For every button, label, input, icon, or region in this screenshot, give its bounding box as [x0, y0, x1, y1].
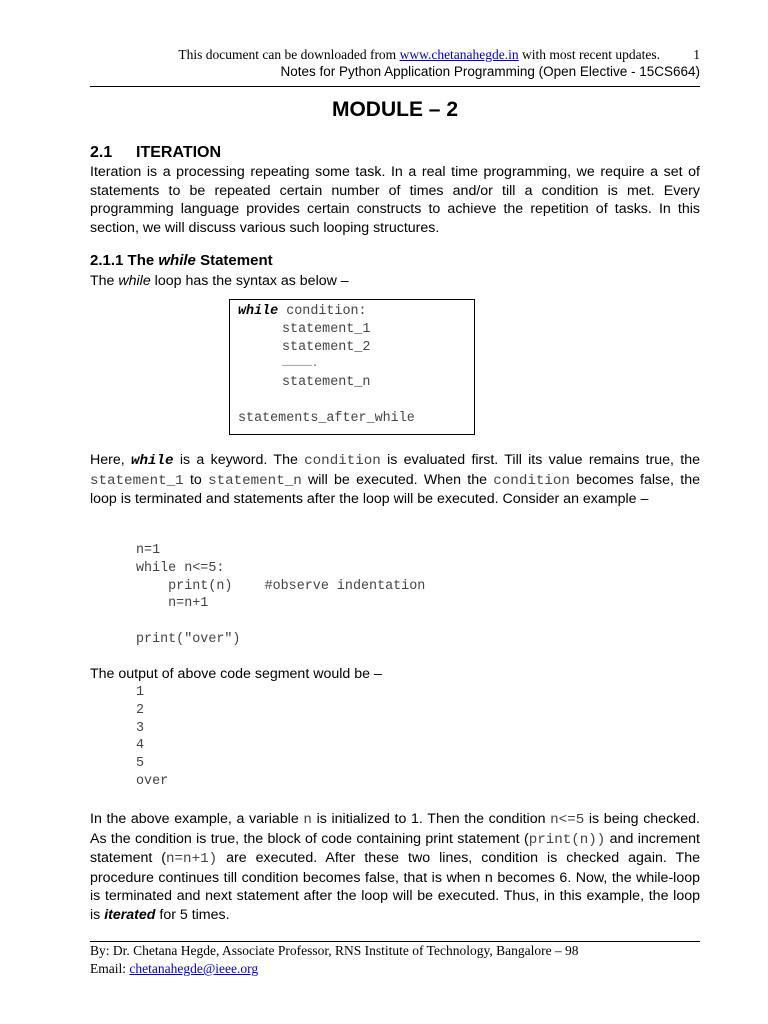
subsection-number: 2.1.1 [90, 252, 124, 269]
header-download-text: This document can be downloaded from [178, 47, 400, 62]
page-title: MODULE – 2 [331, 98, 459, 121]
syntax-after-while: statements_after_while [238, 410, 415, 426]
conclusion-variable: n [303, 812, 312, 828]
explain-while-keyword: while [131, 453, 174, 469]
conclusion-increment: n=n+1) [166, 851, 218, 867]
syntax-box [229, 299, 475, 435]
explain-t2: is a keyword. The [173, 452, 305, 468]
explain-condition: condition [304, 453, 381, 469]
syntax-line-while [238, 303, 415, 321]
explain-paragraph [90, 451, 700, 509]
code-line: n=n+1 [136, 596, 209, 612]
output-block [136, 684, 168, 791]
section-heading [90, 144, 221, 162]
header-divider [90, 86, 700, 87]
output-line: 3 [136, 720, 145, 736]
syntax-statement-1: statement_1 [282, 321, 371, 337]
conclusion-paragraph [90, 810, 700, 924]
output-line: 2 [136, 702, 145, 718]
explain-t1: Here, [90, 452, 131, 468]
header-download-line [0, 47, 700, 63]
section-title: ITERATION [136, 144, 222, 161]
output-line: over [136, 773, 169, 789]
section-number: 2.1 [90, 144, 113, 161]
explain-condition-2: condition [493, 472, 570, 489]
explain-t6: becomes false, the loop is terminated and statements after the loop will be executed. Consider an example – [90, 471, 700, 507]
output-intro: The output of above code segment would be – [90, 666, 382, 682]
subsection-rest: Statement [200, 252, 273, 269]
code-line: print(n) #observe indentation [136, 578, 426, 594]
footer-divider [90, 941, 700, 942]
explain-statement-n: statement_n [208, 472, 302, 489]
syntax-code [238, 303, 415, 428]
footer-email-link[interactable]: chetanahegde@ieee.org [129, 961, 259, 976]
output-line: 4 [136, 738, 145, 754]
explain-t3: is evaluated first. Till its value remains true, the [380, 452, 701, 468]
code-line: while n<=5: [136, 560, 225, 576]
syntax-intro-keyword: while [118, 273, 151, 289]
syntax-intro-paragraph [90, 272, 700, 291]
conclusion-t2: is initialized to 1. Then the condition [311, 811, 551, 827]
conclusion-t4: and increment statement ( [90, 830, 700, 866]
conclusion-t5: are executed. After these two lines, condition is checked again. The procedure continues till condition becomes false, that is when n becomes 6. Now, the while-loop is terminated and next statement after the loop will be executed. Thus, in this example, the loop is [90, 850, 700, 923]
syntax-intro-a: The [90, 273, 119, 289]
syntax-statement-n: statement_n [282, 375, 371, 391]
subsection-the: The [127, 252, 155, 269]
output-line: 1 [136, 685, 145, 700]
syntax-while-keyword: while [238, 304, 279, 319]
syntax-statement-2: statement_2 [282, 339, 371, 355]
page-number: 1 [693, 47, 700, 62]
footer-author: By: Dr. Chetana Hegde, Associate Professor, RNS Institute of Technology, Bangalore – 98 [90, 943, 579, 958]
syntax-condition: condition: [278, 304, 367, 319]
header-download-text-end: with most recent updates. [518, 47, 660, 62]
conclusion-condition: n<=5 [550, 812, 585, 828]
syntax-intro-c: loop has the syntax as below – [150, 273, 349, 289]
code-line: print("over") [136, 631, 241, 647]
syntax-dots: ……………. [282, 359, 319, 371]
syntax-blank [238, 392, 415, 410]
conclusion-t6: for 5 times. [155, 906, 230, 923]
example-code-block [136, 542, 425, 649]
header-website-link[interactable]: www.chetanahegde.in [399, 47, 519, 62]
explain-t5: will be executed. When the [301, 471, 494, 488]
conclusion-t3: is being checked. As the condition is true, the block of code containing print statement ( [90, 811, 700, 847]
section-intro-paragraph: Iteration is a processing repeating some task. In a real time programming, we require a set of statements to be repeated certain number of times and/or till a condition is met. Every programming language provides certain constructs to achieve the repetition of tasks. In this section, we will discuss various such looping structures. [90, 164, 700, 236]
output-line: 5 [136, 756, 145, 772]
code-line-blank [136, 613, 425, 631]
subsection-keyword: while [158, 252, 196, 269]
conclusion-t1: In the above example, a variable [90, 811, 304, 827]
conclusion-print: print(n)) [528, 831, 606, 848]
conclusion-iterated: iterated [104, 906, 156, 923]
explain-statement-1: statement_1 [90, 472, 184, 489]
footer-email-line [90, 961, 258, 977]
code-line: n=1 [136, 543, 161, 558]
footer-email-label: Email: [90, 961, 130, 976]
subsection-heading [90, 252, 273, 269]
header-course-line: Notes for Python Application Programming (Open Elective - 15CS664) [280, 64, 700, 79]
explain-t4: to [183, 471, 209, 488]
